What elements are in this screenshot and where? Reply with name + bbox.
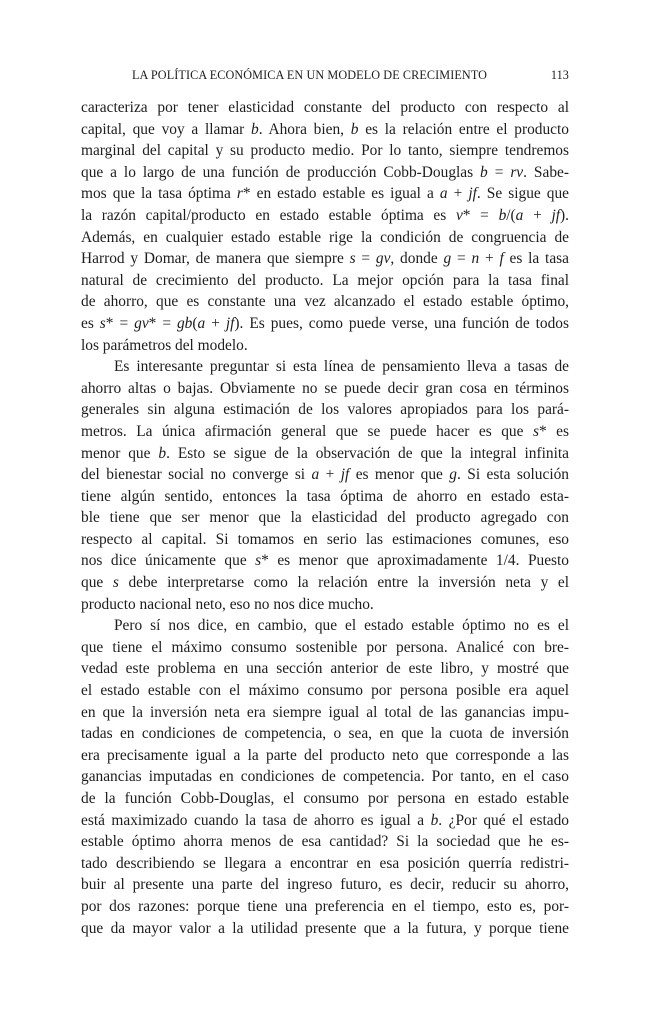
chapter-title: LA POLÍTICA ECONÓMICA EN UN MODELO DE CRECIMIENTO <box>132 68 488 82</box>
text-line: buir al presente una parte del ingreso futuro, es decir, reducir su ahorro, <box>81 876 569 894</box>
text-line: mos que la tasa óptima r* en estado estable es igual a a + jf. Se sigue que <box>81 185 569 203</box>
text-line: tiene algún sentido, entonces la tasa óptima de ahorro en estado esta- <box>81 487 569 505</box>
text-line: del bienestar social no converge si a + jf es menor que g. Si esta solución <box>81 466 569 484</box>
text-line: por dos razones: porque tiene una preferencia en el tiempo, esto es, por- <box>81 897 569 915</box>
text-line: Pero sí nos dice, en cambio, que el estado estable óptimo no es el <box>114 617 569 635</box>
text-line: en que la inversión neta era siempre igual al total de las ganancias impu- <box>81 703 569 721</box>
text-line: capital, que voy a llamar b. Ahora bien, b es la relación entre el producto <box>81 120 569 138</box>
page-number: 113 <box>550 68 569 82</box>
text-line: que tiene el máximo consumo sostenible por persona. Analicé con bre- <box>81 638 569 656</box>
text-line: de ahorro, que es constante una vez alcanzado el estado estable óptimo, <box>81 293 569 311</box>
text-line: nos dice únicamente que s* es menor que aproximadamente 1/4. Puesto <box>81 552 569 570</box>
paragraph <box>81 615 569 939</box>
text-line: era precisamente igual a la parte del producto neto que corresponde a las <box>81 746 569 764</box>
text-line: respecto al capital. Si tomamos en serio las estimaciones comunes, eso <box>81 530 569 548</box>
text-line: que s debe interpretarse como la relación entre la inversión neta y el <box>81 574 569 592</box>
text-line: marginal del capital y su producto medio. Por lo tanto, siempre tendremos <box>81 142 569 160</box>
text-line: Harrod y Domar, de manera que siempre s = gv, donde g = n + f es la tasa <box>81 250 569 268</box>
text-line: ahorro altas o bajas. Obviamente no se puede decir gran cosa en términos <box>81 379 569 397</box>
text-line: generales sin alguna estimación de los valores apropiados para los pará- <box>81 401 569 419</box>
text-line: menor que b. Esto se sigue de la observación de que la integral infinita <box>81 444 569 462</box>
text-line: caracteriza por tener elasticidad constante del producto con respecto al <box>81 99 569 116</box>
text-line: el estado estable con el máximo consumo por persona posible era aquel <box>81 682 569 700</box>
text-line: de la función Cobb-Douglas, el consumo por persona en estado estable <box>81 790 569 807</box>
text-line: metros. La única afirmación general que se puede hacer es que s* es <box>81 422 569 440</box>
text-line: vedad este problema en una sección anterior de este libro, y mostré que <box>81 660 569 678</box>
text-line: Además, en cualquier estado estable rige la condición de congruencia de <box>81 228 569 246</box>
paragraph <box>81 97 569 356</box>
paragraph <box>81 356 569 615</box>
text-line: está maximizado cuando la tasa de ahorro es igual a b. ¿Por qué el estado <box>81 811 569 829</box>
text-line: que da mayor valor a la utilidad presente que a la futura, y porque tiene <box>81 919 569 937</box>
text-line: tado describiendo se llegara a encontrar en esa posición querría redistri- <box>81 854 569 872</box>
text-line: estable óptimo ahorra menos de esa cantidad? Si la sociedad que he es- <box>81 833 569 851</box>
body-text <box>81 97 569 939</box>
text-line: es s* = gv* = gb(a + jf). Es pues, como puede verse, una función de todos <box>81 314 569 332</box>
text-line: la razón capital/producto en estado estable óptima es v* = b/(a + jf). <box>81 206 569 224</box>
text-line: que a lo largo de una función de producción Cobb-Douglas b = rv. Sabe- <box>81 163 569 181</box>
text-line: producto nacional neto, eso no nos dice mucho. <box>81 595 374 613</box>
text-line: Es interesante preguntar si esta línea de pensamiento lleva a tasas de <box>114 358 569 376</box>
text-line: natural de crecimiento del producto. La mejor opción para la tasa final <box>81 271 569 289</box>
text-line: ganancias imputadas en condiciones de competencia. Por tanto, en el caso <box>81 768 569 786</box>
text-line: tadas en condiciones de competencia, o sea, en que la cuota de inversión <box>81 725 569 743</box>
text-line: ble tiene que ser menor que la elasticidad del producto agregado con <box>81 509 569 527</box>
text-line: los parámetros del modelo. <box>81 336 248 354</box>
